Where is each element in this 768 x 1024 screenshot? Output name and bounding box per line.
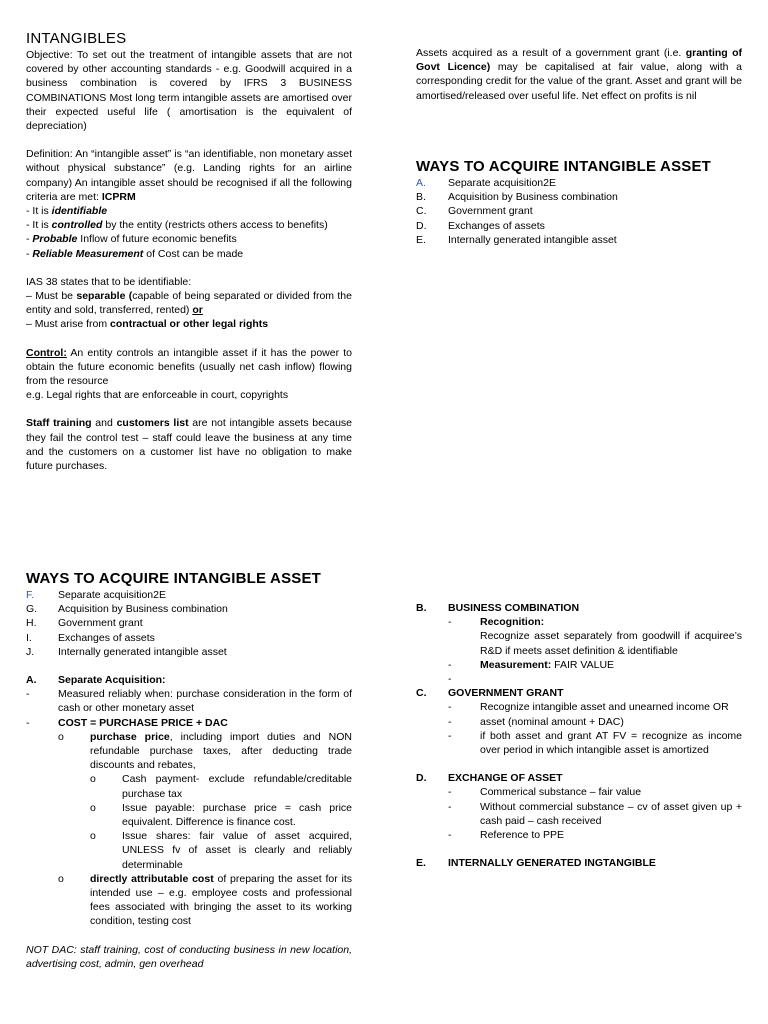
list-item: - Recognition: (448, 616, 545, 629)
list-item: B. Acquisition by Business combination (416, 191, 618, 204)
criteria-item: - It is controlled by the entity (restricts others access to benefits) (26, 219, 328, 232)
list-item: - if both asset and grant AT FV = recognize as income over period in which intangible asset is amortized (448, 729, 742, 757)
section-d-heading: D. EXCHANGE OF ASSET (416, 772, 563, 785)
criteria-item: - Reliable Measurement of Cost can be made (26, 247, 244, 260)
recognition-text: Recognize asset separately from goodwill if acquiree’s R&D if meets asset definition & identifiable (480, 630, 742, 657)
list-item: - Without commercial substance – cv of asset given up + cash paid – cash received (448, 800, 742, 827)
ias38-intro: IAS 38 states that to be identifiable: (26, 275, 192, 288)
section-a-heading: A. Separate Acquisition: (26, 674, 166, 687)
section-c-heading: C. GOVERNMENT GRANT (416, 687, 564, 700)
ias38-rule-separable: – Must be separable (capable of being separated or divided from the entity and sold, transferred, rented) or (26, 290, 352, 317)
list-item: o directly attributable cost of preparing the asset for its intended use – e.g. employee costs and professional fees associated with bringing the asset to its working condition, testing cost (58, 872, 352, 928)
list-item: - Reference to PPE (448, 829, 565, 842)
staff-training-paragraph: Staff training and customers list are not intangible assets because they fail the control test – staff could leave the business at any time and the customers on a customer list have no obligation to make future purchases. (26, 417, 353, 473)
ways-title: WAYS TO ACQUIRE INTANGIBLE ASSET (26, 570, 322, 587)
ways-to-acquire-list-2 (26, 570, 352, 971)
list-item: - Measurement: FAIR VALUE (448, 658, 615, 671)
list-item: H. Government grant (26, 617, 143, 630)
list-item: E. Internally generated intangible asset (416, 233, 617, 246)
ways-to-acquire-list-1 (416, 158, 742, 247)
objective-paragraph: Objective: To set out the treatment of intangible assets that are not covered by other accounting standards - e.g. Goodwill acquired in a business combination is covered by IFRS 3 BUSINESS COMBINATIONS Most long term intangible assets are amortised over their expected useful life ( amortisation is the equivalent of depreciation) (26, 49, 352, 133)
list-item: - Commerical substance – fair value (448, 786, 642, 799)
government-grant-note (416, 46, 742, 103)
criteria-item: - It is identifiable (26, 205, 108, 218)
list-item: G. Acquisition by Business combination (26, 603, 228, 616)
criteria-list (26, 204, 352, 261)
not-dac-note: NOT DAC: staff training, cost of conducting business in new location, advertising cost, admin, gen overhead (26, 943, 352, 970)
definition-paragraph: Definition: An “intangible asset” is “an identifiable, non monetary asset without physical substance” (e.g. Landing rights for an airline company) An intangible asset should be recognised if all the following criteria are met: ICPRM (26, 148, 352, 203)
ways-title: WAYS TO ACQUIRE INTANGIBLE ASSET (416, 158, 712, 175)
list-item: - Recognize intangible asset and unearned income OR (448, 701, 729, 714)
section-e-heading: E. INTERNALLY GENERATED INGTANGIBLE (416, 857, 656, 870)
list-item: C. Government grant (416, 205, 533, 218)
definition-acronym: ICPRM (101, 190, 136, 203)
list-item: - (448, 673, 452, 686)
list-item: - Measured reliably when: purchase consideration in the form of cash or other monetary asset (26, 688, 352, 715)
section-b-heading: B. BUSINESS COMBINATION (416, 602, 580, 614)
criteria-item: - Probable Inflow of future economic benefits (26, 233, 237, 246)
list-item: o Issue shares: fair value of asset acquired, UNLESS fv of asset is clearly and reliably determinable (90, 830, 352, 871)
list-item: A. Separate acquisition2E (416, 177, 556, 189)
page-title: INTANGIBLES (26, 30, 127, 47)
control-paragraph: Control: An entity controls an intangible asset if it has the power to obtain the future economic benefits (usually net cash inflow) flowing from the resource (26, 346, 352, 388)
list-item: o Issue payable: purchase price = cash price equivalent. Difference is finance cost. (90, 801, 352, 829)
list-item: o Cash payment- exclude refundable/creditable purchase tax (90, 773, 352, 800)
intangibles-section (26, 30, 352, 473)
list-item: D. Exchanges of assets (416, 219, 545, 232)
list-item: I. Exchanges of assets (26, 631, 155, 644)
cost-formula: COST = PURCHASE PRICE + DAC (58, 716, 228, 729)
ias38-rule-contractual: – Must arise from contractual or other legal rights (26, 318, 269, 331)
list-item: - asset (nominal amount + DAC) (448, 715, 624, 728)
list-item: F. Separate acquisition2E (26, 589, 166, 601)
list-item: J. Internally generated intangible asset (26, 645, 227, 658)
grant-paragraph: Assets acquired as a result of a government grant (i.e. granting of Govt Licence) may be capitalised at fair value, along with a corresponding credit for the value of the grant. Asset and grant will be amortised/released over useful life. Net effect on profits is nil (416, 47, 743, 102)
acquisition-methods-detail (416, 601, 742, 870)
list-item: - COST = PURCHASE PRICE + DAC (26, 716, 352, 730)
control-example: e.g. Legal rights that are enforceable in court, copyrights (26, 389, 289, 402)
list-item: o purchase price, including import duties and NON refundable purchase taxes, after deducting trade discounts and rebates, (58, 730, 352, 772)
